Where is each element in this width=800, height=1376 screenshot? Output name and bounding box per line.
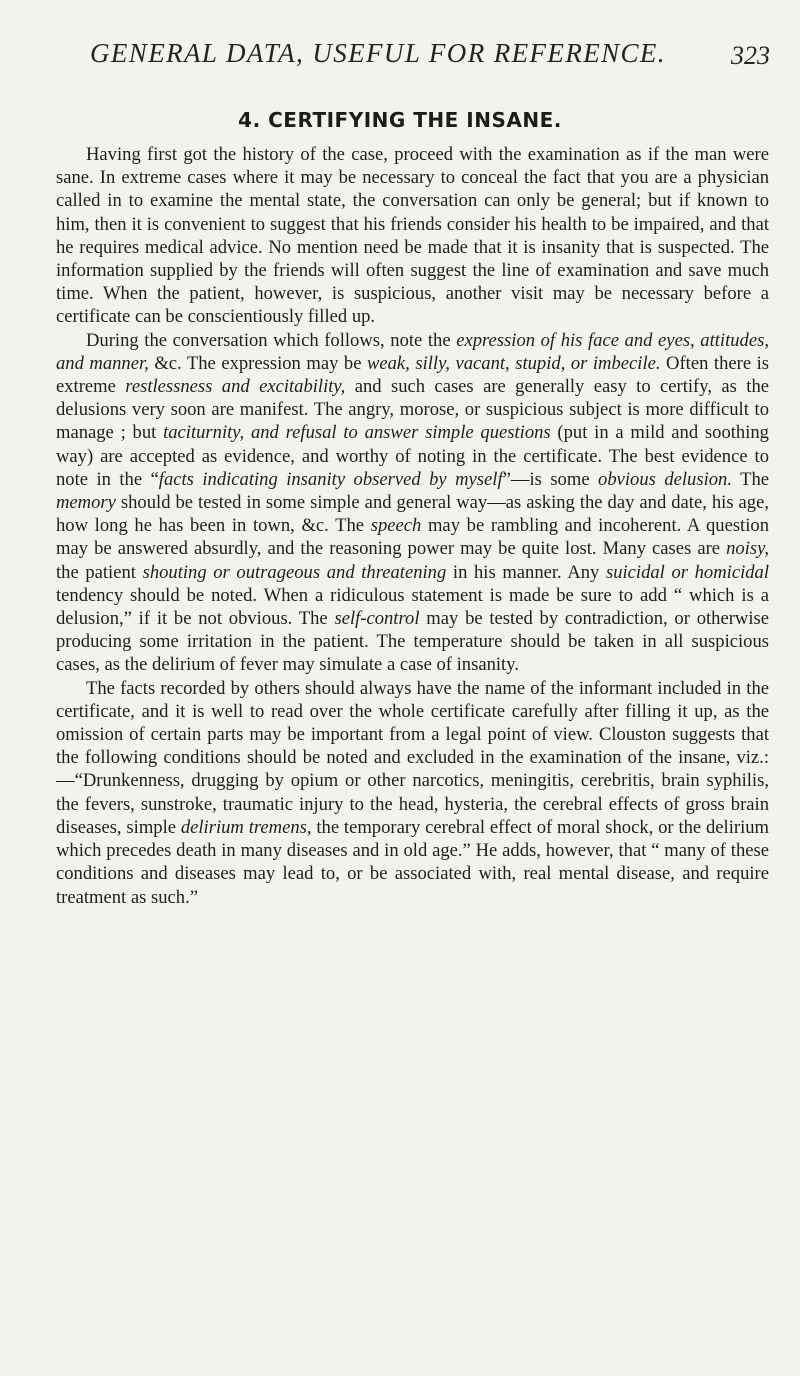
text-run: the patient	[56, 561, 143, 583]
text-run: The facts recorded by others should always have the name of the informant included in the certificate, and it is well to read over the whole certificate carefully after filling it up, as the omission of certain parts may be important from a legal point of view. Clouston suggests that the following conditions should be noted and excluded in the examination of the insane, viz.:—“Drunkenness, drugging by opium or other narcotics, meningitis, cerebritis, brain syphilis, the fevers, sunstroke, traumatic injury to the head, hysteria, the cerebral effects of gross brain diseases, simple	[56, 677, 769, 838]
text-run: in his manner. Any	[446, 561, 606, 583]
paragraph-informant	[56, 677, 769, 909]
running-title: GENERAL DATA, USEFUL FOR REFERENCE.	[90, 38, 666, 68]
text-run: may be rambling and incoherent. A question may be answered absurdly, and the reasoning power may be quite lost. Many cases are	[56, 515, 769, 560]
page-number: 323	[731, 41, 770, 70]
paragraph-history	[56, 143, 769, 329]
italic-phrase: speech	[370, 515, 422, 537]
italic-phrase: memory	[56, 492, 116, 514]
italic-phrase: restlessness and excitability,	[125, 376, 346, 398]
running-head	[90, 38, 770, 78]
italic-phrase: shouting or outrageous and threatening	[142, 561, 447, 583]
text-run: the temporary cerebral effect of moral shock, or the delirium which precedes death in many diseases and in old age.” He adds, however, that “ many of these conditions and diseases may lead to, or be associated with, real mental disease, and require treatment as such.”	[56, 816, 769, 908]
section-title: 4. CERTIFYING THE INSANE.	[238, 108, 562, 132]
italic-phrase: suicidal or homicidal	[605, 561, 770, 583]
paragraph-observation	[56, 329, 769, 677]
body-text	[56, 143, 769, 909]
italic-phrase: obvious delusion.	[598, 468, 732, 490]
text-run: The	[731, 468, 770, 490]
text-run: Having first got the history of the case, proceed with the examination as if the man were sane. In extreme cases where it may be necessary to conceal the fact that you are a physician called in to examine the mental state, the conversation can only be general; but if known to him, then it is convenient to suggest that his friends consider his health to be impaired, and that he requires medical advice. No mention need be made that it is insanity that is suspected. The information supplied by the friends will often suggest the line of examination and save much time. When the patient, however, is suspicious, another visit may be necessary before a certificate can be conscientiously filled up.	[56, 144, 769, 328]
text-run: ”—is some	[502, 468, 599, 490]
italic-phrase: expression of his face and eyes, attitudes, and manner,	[56, 329, 769, 374]
italic-phrase: noisy,	[726, 538, 769, 560]
text-run: During the conversation which follows, note the	[86, 329, 457, 351]
text-run: and such cases are generally easy to certify, as the delusions very soon are manifest. The angry, morose, or suspicious subject is more difficult to manage ; but	[56, 376, 769, 444]
text-run: may be tested by contradiction, or otherwise producing some irritation in the patient. The temperature should be taken in all suspicious cases, as the delirium of fever may simulate a case of insanity.	[56, 608, 769, 676]
text-run: tendency should be noted. When a ridiculous statement is made be sure to add “ which is a delusion,” if it be not obvious. The	[56, 584, 769, 630]
text-run: &c. The expression may be	[148, 352, 367, 374]
italic-phrase: delirium tremens,	[180, 816, 312, 838]
text-run: Often there is extreme	[56, 352, 769, 398]
italic-phrase: self-control	[334, 608, 420, 630]
text-run: should be tested in some simple and general way—as asking the day and date, his age, how long he has been in town, &c. The	[56, 492, 769, 537]
text-run: (put in a mild and soothing way) are accepted as evidence, and worthy of noting in the certificate. The best evidence to note in the “	[56, 422, 769, 490]
italic-phrase: taciturnity, and refusal to answer simple questions	[163, 422, 551, 444]
italic-phrase: weak, silly, vacant, stupid, or imbecile.	[366, 352, 661, 374]
italic-phrase: facts indicating insanity observed by myself	[158, 468, 503, 490]
